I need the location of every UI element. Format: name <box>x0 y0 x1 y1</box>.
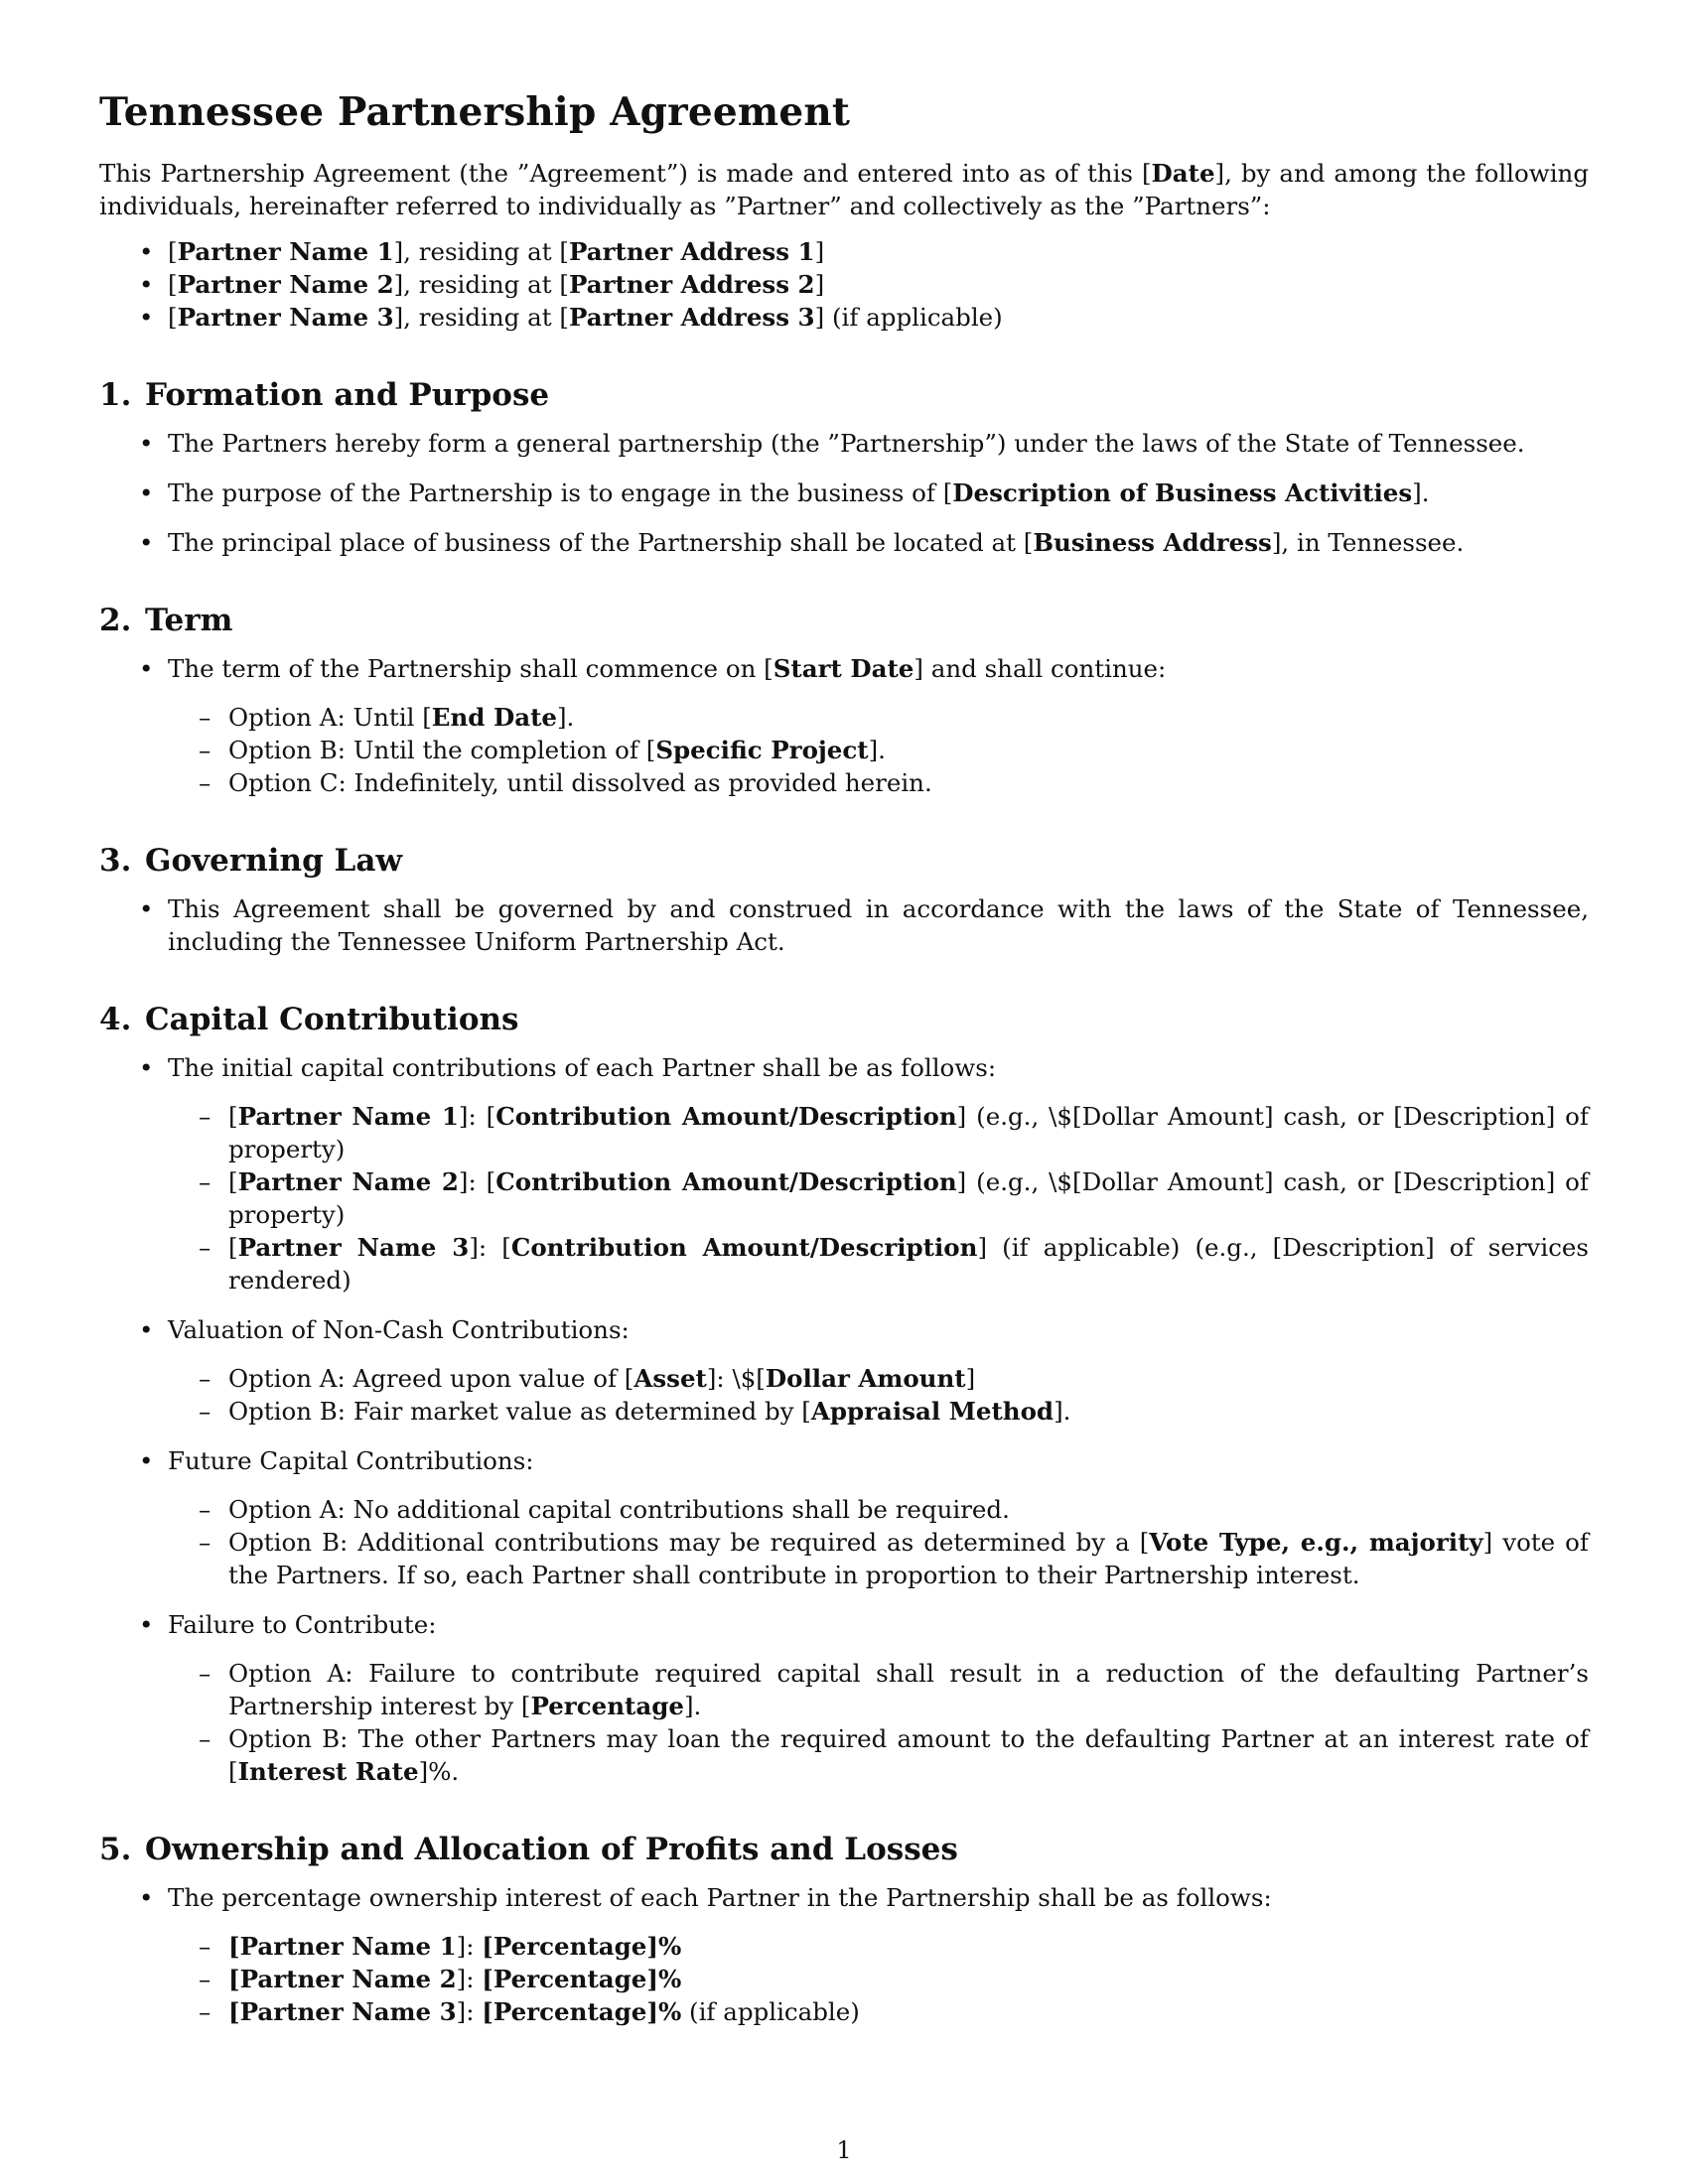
valuation-options <box>168 1362 1589 1428</box>
failure-options <box>168 1657 1589 1788</box>
list-item: – [Partner Name 3]: [Percentage]% (if applicable) <box>99 1995 1589 2028</box>
partner-list <box>99 235 1589 334</box>
section-2-list <box>99 652 1589 799</box>
list-item: – Option A: Until [End Date]. <box>99 701 1589 734</box>
section-4-list <box>99 1051 1589 1788</box>
list-item: – [Partner Name 2]: [Contribution Amount/Description] (e.g., \$[Dollar Amount] cash, or [Description] of property) <box>99 1165 1589 1231</box>
list-item: • The principal place of business of the Partnership shall be located at [Business Address], in Tennessee. <box>99 526 1589 559</box>
list-item: – Option B: Additional contributions may be required as determined by a [Vote Type, e.g., majority] vote of the Partners. If so, each Partner shall contribute in proportion to their Partnership interest. <box>99 1526 1589 1591</box>
list-item: – Option B: Fair market value as determined by [Appraisal Method]. <box>99 1395 1589 1428</box>
list-item: – Option B: Until the completion of [Specific Project]. <box>99 734 1589 766</box>
section-heading: 2. Term <box>99 603 233 638</box>
list-item: • Valuation of Non-Cash Contributions: – Option A: Agreed upon value of [Asset]: \$[Dollar Amount] – Option B: Fair market value as determined by [Appraisal Method]. <box>99 1313 1589 1428</box>
list-item: – Option A: Failure to contribute required capital shall result in a reduction of the defaulting Partner’s Partnership interest by [Percentage]. <box>99 1657 1589 1722</box>
list-item: • Failure to Contribute: – Option A: Failure to contribute required capital shall result in a reduction of the defaulting Partner’s Partnership interest by [Percentage]. – Option B: The other Partners may loan the required amount to the defaulting Partner at an interest rate of [Interest Rate]%. <box>99 1608 1589 1788</box>
section-3-list <box>99 892 1589 958</box>
list-item: – Option B: The other Partners may loan the required amount to the defaulting Partner at an interest rate of [Interest Rate]%. <box>99 1722 1589 1788</box>
list-item: – Option A: Agreed upon value of [Asset]: \$[Dollar Amount] <box>99 1362 1589 1395</box>
list-item: – [Partner Name 2]: [Percentage]% <box>99 1963 1589 1995</box>
list-item: – [Partner Name 1]: [Percentage]% <box>99 1930 1589 1963</box>
list-item: • The purpose of the Partnership is to engage in the business of [Description of Business Activities]. <box>99 477 1589 509</box>
list-item: – [Partner Name 1]: [Contribution Amount/Description] (e.g., \$[Dollar Amount] cash, or [Description] of property) <box>99 1100 1589 1165</box>
section-1-list <box>99 427 1589 559</box>
list-item: • The percentage ownership interest of each Partner in the Partnership shall be as follows: – [Partner Name 1]: [Percentage]% – [Partner Name 2]: [Percentage]% – [Partner Name 3]: [Percentage]% (if applicable) <box>99 1881 1589 2028</box>
section-heading: 1. Formation and Purpose <box>99 377 550 413</box>
ownership-list <box>168 1930 1589 2028</box>
intro-paragraph: This Partnership Agreement (the ”Agreement”) is made and entered into as of this [Date], by and among the following individuals, hereinafter referred to individually as ”Partner” and collectively as the ”Partners”: <box>99 159 1590 220</box>
list-item: • [Partner Name 3], residing at [Partner Address 3] (if applicable) <box>99 301 1589 334</box>
list-item: • [Partner Name 2], residing at [Partner Address 2] <box>99 268 1589 301</box>
contribution-list <box>168 1100 1589 1297</box>
list-item: • The term of the Partnership shall commence on [Start Date] and shall continue: – Option A: Until [End Date]. – Option B: Until the completion of [Specific Project]. – Option C: Indefinitely, until dissolved as provided herein. <box>99 652 1589 799</box>
list-item: • [Partner Name 1], residing at [Partner Address 1] <box>99 235 1589 268</box>
list-item: – Option A: No additional capital contributions shall be required. <box>99 1493 1589 1526</box>
list-item: • The Partners hereby form a general partnership (the ”Partnership”) under the laws of the State of Tennessee. <box>99 427 1589 460</box>
section-heading: 4. Capital Contributions <box>99 1002 519 1037</box>
page-number: 1 <box>836 2136 852 2164</box>
document-page <box>99 87 1589 2028</box>
list-item: • Future Capital Contributions: – Option A: No additional capital contributions shall be required. – Option B: Additional contributions may be required as determined by a [Vote Type, e.g., majority] vote of the Partners. If so, each Partner shall contribute in proportion to their Partnership interest. <box>99 1444 1589 1591</box>
list-item: – [Partner Name 3]: [Contribution Amount/Description] (if applicable) (e.g., [Description] of services rendered) <box>99 1231 1589 1297</box>
section-5-list <box>99 1881 1589 2028</box>
list-item: • This Agreement shall be governed by and construed in accordance with the laws of the State of Tennessee, including the Tennessee Uniform Partnership Act. <box>99 892 1589 958</box>
list-item: – Option C: Indefinitely, until dissolved as provided herein. <box>99 766 1589 799</box>
list-item: • The initial capital contributions of each Partner shall be as follows: – [Partner Name 1]: [Contribution Amount/Description] (e.g., \$[Dollar Amount] cash, or [Description] of property) – [Partner Name 2]: [Contribution Amount/Description] (e.g., \$[Dollar Amount] cash, or [Description] of property) – [Partner Name 3]: [Contribution Amount/Description] (if applicable) (e.g., [Description] of services rendered) <box>99 1051 1589 1297</box>
section-heading: 3. Governing Law <box>99 843 403 879</box>
document-title: Tennessee Partnership Agreement <box>99 89 851 135</box>
term-options <box>168 701 1589 799</box>
section-heading: 5. Ownership and Allocation of Profits and Losses <box>99 1832 958 1867</box>
future-contribution-options <box>168 1493 1589 1591</box>
date-placeholder: Date <box>1151 159 1215 188</box>
